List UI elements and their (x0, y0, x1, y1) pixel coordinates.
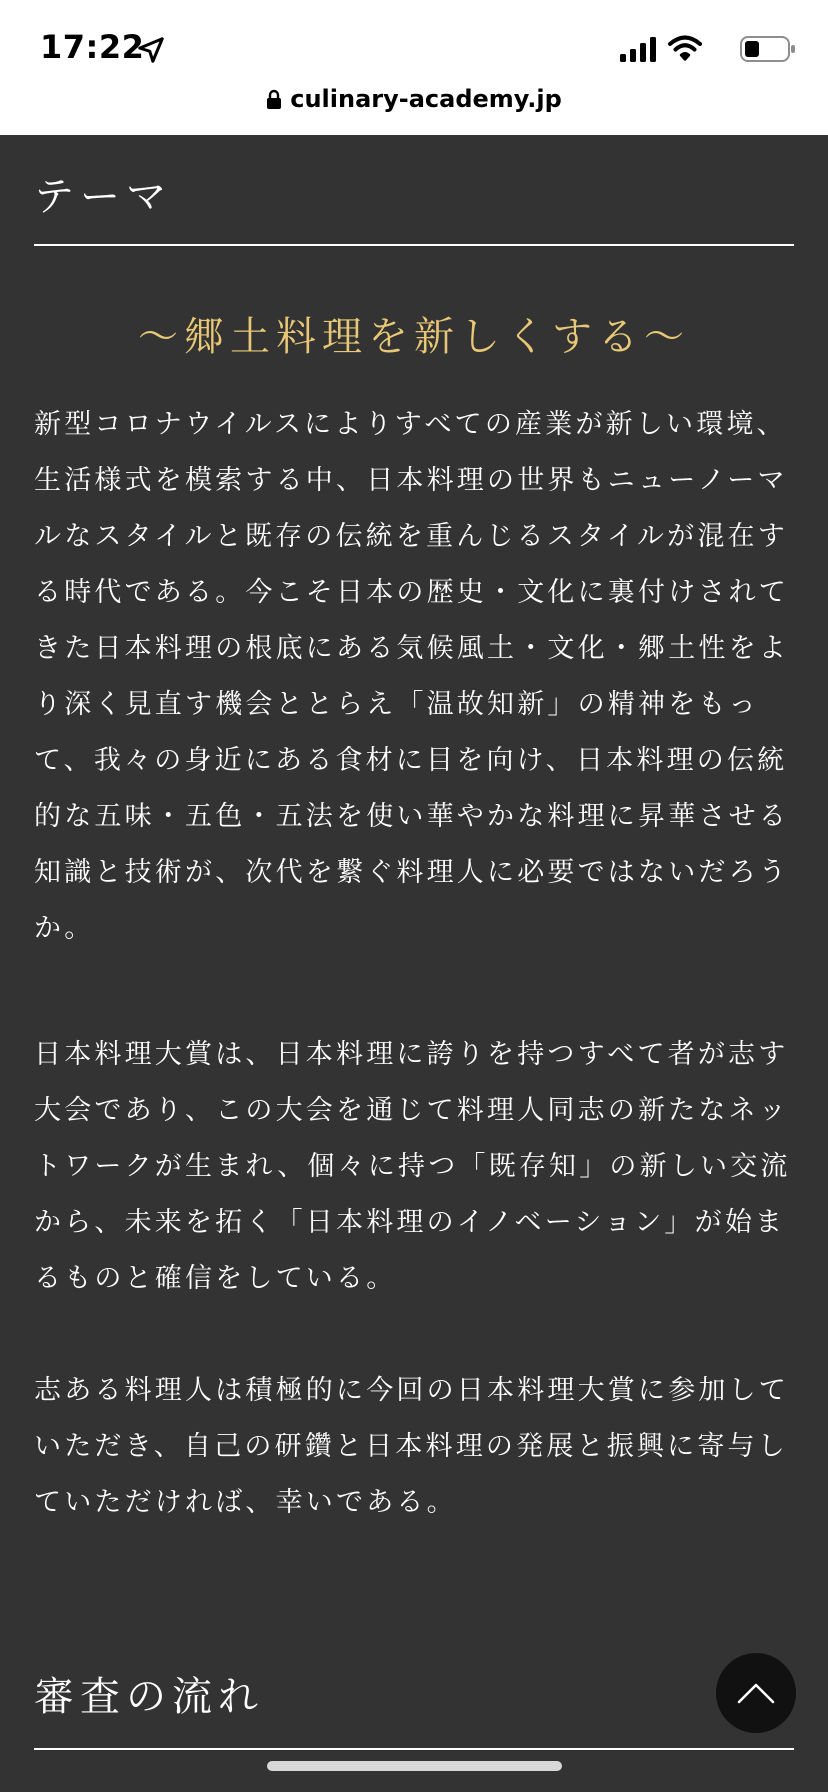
section-divider (34, 244, 794, 246)
address-bar[interactable] (0, 82, 828, 116)
theme-heading: テーマ (34, 174, 172, 220)
theme-subtitle: ～郷土料理を新しくする～ (138, 314, 690, 360)
chevron-up-icon (736, 1681, 776, 1705)
url-text: culinary-academy.jp (290, 85, 562, 113)
theme-paragraph: 日本料理大賞は、日本料理に誇りを持つすべて者が志す大会であり、この大会を通じて料理人同志の新たなネットワークが生まれ、個々に持つ「既存知」の新しい交流から、未来を拓く「日本料理のイノベーション」が始まるものと確信をしている。 (34, 1039, 791, 1294)
theme-paragraph: 新型コロナウイルスによりすべての産業が新しい環境、生活様式を模索する中、日本料理の世界もニューノーマルなスタイルと既存の伝統を重んじるスタイルが混在する時代である。今こそ日本の歴史・文化に裏付けされてきた日本料理の根底にある気候風土・文化・郷土性をより深く見直す機会ととらえ「温故知新」の精神をもって、我々の身近にある食材に目を向け、日本料理の伝統的な五味・五色・五法を使い華やかな料理に昇華させる知識と技術が、次代を繋ぐ料理人に必要ではないだろうか。 (34, 409, 789, 944)
wifi-icon (668, 34, 702, 62)
section-divider (34, 1748, 794, 1750)
browser-top-bar (0, 0, 828, 135)
location-arrow-icon (136, 35, 166, 65)
back-to-top-button[interactable] (716, 1653, 796, 1733)
theme-paragraph: 志ある料理人は積極的に今回の日本料理大賞に参加していただき、自己の研鑽と日本料理の発展と振興に寄与していただければ、幸いである。 (34, 1375, 789, 1518)
battery-icon (740, 36, 796, 62)
lock-icon (266, 89, 282, 109)
cellular-signal-icon (620, 36, 658, 62)
review-flow-heading: 審査の流れ (34, 1674, 264, 1720)
status-time: 17:22 (40, 28, 145, 66)
page-content (0, 135, 828, 1792)
home-indicator[interactable] (267, 1761, 562, 1771)
